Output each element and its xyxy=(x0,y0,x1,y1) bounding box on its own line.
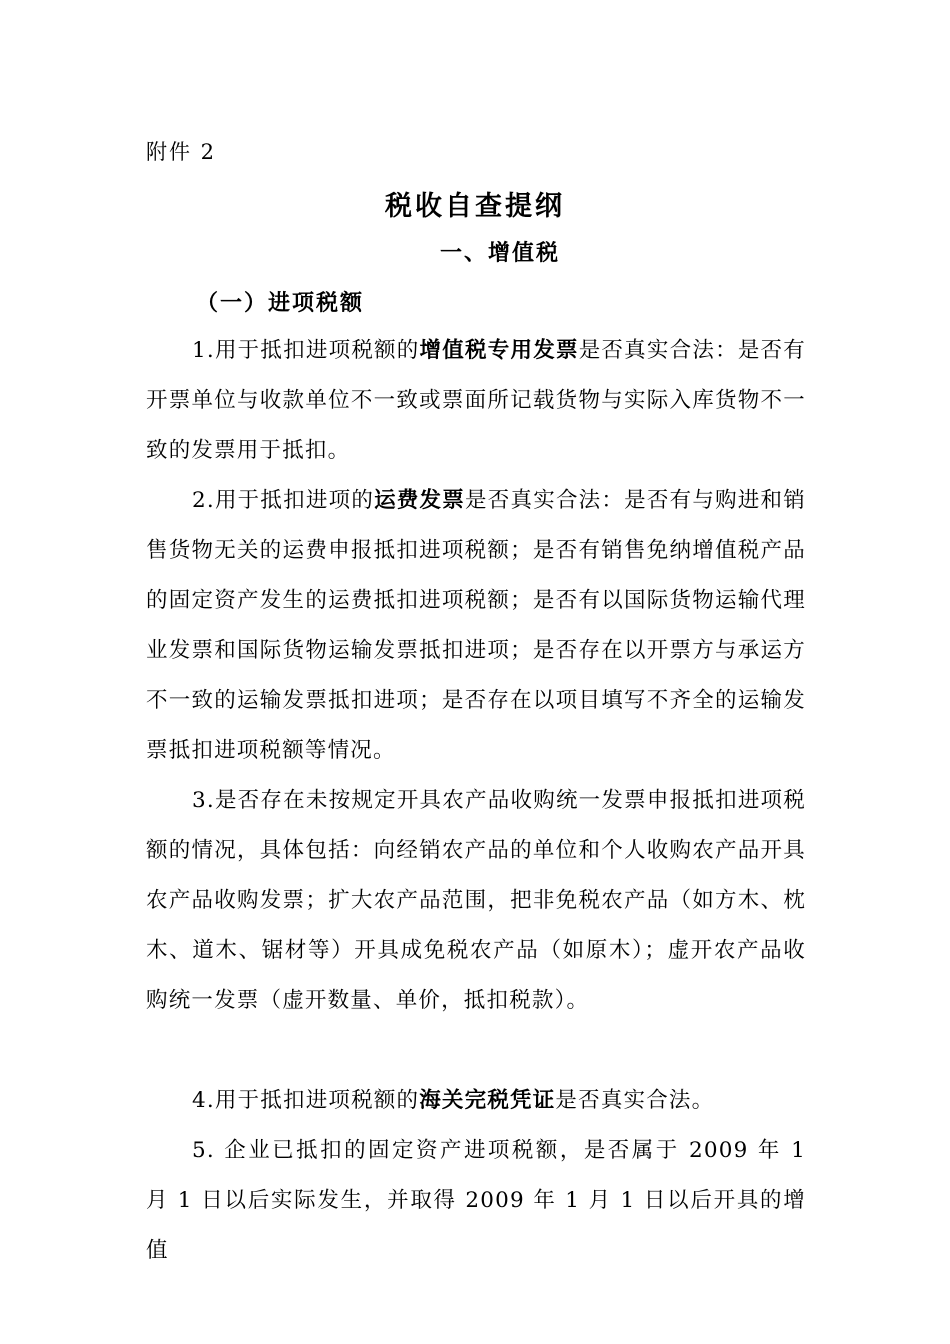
annex-label: 附件 2 xyxy=(146,140,217,164)
paragraph-2 xyxy=(146,476,806,776)
paragraph-2-text-a: 2.用于抵扣进项的 xyxy=(192,488,375,513)
paragraph-1 xyxy=(146,326,806,476)
paragraph-2-emphasis: 运费发票 xyxy=(374,488,466,513)
paragraph-4-text-c: 是否真实合法。 xyxy=(555,1088,715,1113)
document-title: 税收自查提纲 xyxy=(385,191,565,222)
paragraph-1-text-a: 1.用于抵扣进项税额的 xyxy=(192,338,420,363)
paragraph-5: 5. 企业已抵扣的固定资产进项税额，是否属于 2009 年 1 月 1 日以后实际发生，并取得 2009 年 1 月 1 日以后开具的增值 xyxy=(146,1138,806,1263)
paragraph-4-text-a: 4.用于抵扣进项税额的 xyxy=(192,1088,420,1113)
paragraph-1-text-c: 是否真实合法：是否有开票单位与收款单位不一致或票面所记载货物与实际入库货物不一致的发票用于抵扣。 xyxy=(146,338,806,463)
paragraph-2-text-c: 是否真实合法：是否有与购进和销售货物无关的运费申报抵扣进项税额；是否有销售免纳增值税产品的固定资产发生的运费抵扣进项税额；是否有以国际货物运输代理业发票和国际货物运输发票抵扣进项；是否存在以开票方与承运方不一致的运输发票抵扣进项；是否存在以项目填写不齐全的运输发票抵扣进项税额等情况。 xyxy=(146,488,806,763)
section-heading: 一、增值税 xyxy=(439,240,560,266)
paragraph-4 xyxy=(146,1076,806,1126)
paragraph-4-emphasis: 海关完税凭证 xyxy=(419,1088,556,1113)
subsection-heading: （一）进项税额 xyxy=(196,290,365,316)
paragraph-3: 3.是否存在未按规定开具农产品收购统一发票申报抵扣进项税额的情况，具体包括：向经销农产品的单位和个人收购农产品开具农产品收购发票；扩大农产品范围，把非免税农产品（如方木、枕木、道木、锯材等）开具成免税农产品（如原木）；虚开农产品收购统一发票（虚开数量、单价，抵扣税款）。 xyxy=(146,788,806,1013)
paragraph-1-emphasis: 增值税专用发票 xyxy=(419,338,579,363)
